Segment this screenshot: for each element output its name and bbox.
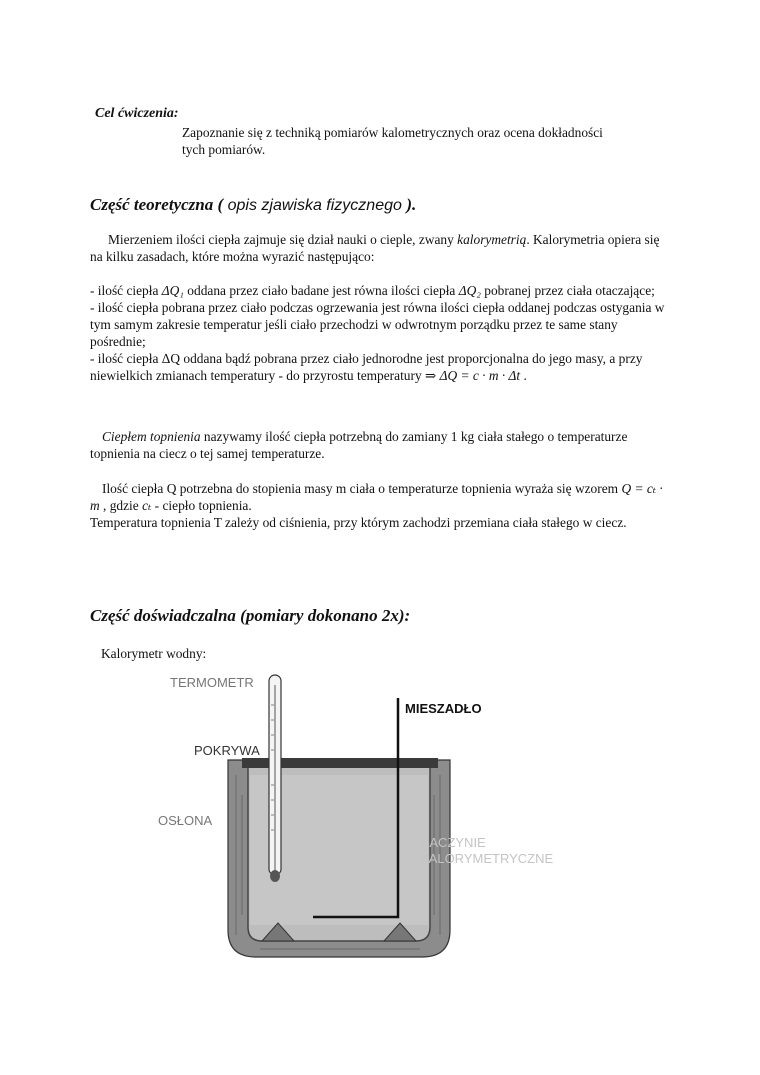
- p1-text-a: Mierzeniem ilości ciepła zajmuje się dział nauki o cieple, zwany: [108, 232, 458, 247]
- p3-italic: Ciepłem topnienia: [102, 429, 201, 444]
- label-pokrywa: POKRYWA: [194, 743, 260, 758]
- thermometer-bulb: [270, 870, 280, 882]
- b1-text-c: pobranej przez ciała otaczające;: [480, 283, 655, 298]
- theory-paragraph-3: [90, 428, 670, 462]
- calorimeter-label: Kalorymetr wodny:: [101, 646, 207, 661]
- principle-2: - ilość ciepła pobrana przez ciało podczas ogrzewania jest równa ilości ciepła oddanej podczas ostygania w tym samym zakresie temperatur jeśli ciało przechodzi w odwrotnym porządku przez te same stany pośrednie;: [90, 300, 665, 349]
- p4-formula: Q = cₜ · m: [90, 481, 663, 513]
- p4-text-b: , gdzie: [99, 498, 143, 513]
- label-termometr: TERMOMETR: [170, 675, 254, 690]
- goal-text-line1: Zapoznanie się z techniką pomiarów kalometrycznych oraz ocena dokładności: [182, 125, 603, 140]
- label-naczynie-1: NACZYNIE: [420, 835, 486, 850]
- b1-text-b: oddana przez ciało badane jest równa ilości ciepła: [183, 283, 459, 298]
- p4-first: [90, 480, 670, 514]
- theory-paragraph-1: [90, 231, 670, 265]
- b1-formula-q2: ΔQ₂: [458, 283, 481, 298]
- p4-text-c: - ciepło topnienia.: [151, 498, 252, 513]
- goal-text-line2: tych pomiarów.: [182, 142, 266, 157]
- label-oslona: OSŁONA: [158, 813, 213, 828]
- p1-italic: kalorymetrią: [457, 232, 527, 247]
- b3-text-a: - ilość ciepła ΔQ oddana bądź pobrana przez ciało jednorodne jest proporcjonalna do jego masy, a przy niewielkich zmianach temperatury - do przyrostu temperatury: [90, 351, 643, 383]
- label-naczynie-2: KALORYMETRYCZNE: [420, 851, 554, 866]
- principle-3: [90, 350, 670, 384]
- theory-title: [90, 195, 416, 215]
- principles-list: [90, 282, 670, 384]
- p1-text-b: . Kalorymetria opiera się na kilku zasadach, które można wyrazić następująco:: [90, 232, 660, 264]
- principle-1: [90, 282, 670, 299]
- experiment-title: Część doświadczalna (pomiary dokonano 2x):: [90, 606, 411, 625]
- b3-formula: ⇒ ΔQ = c · m · Δt: [425, 368, 521, 383]
- goal-text: [182, 124, 662, 158]
- theory-title-bold: Część teoretyczna (: [90, 195, 224, 214]
- calorimeter-diagram: [150, 665, 590, 965]
- p4-text-a: Ilość ciepła Q potrzebna do stopienia masy m ciała o temperaturze topnienia wyraża się wzorem: [102, 481, 622, 496]
- b3-end: .: [520, 368, 527, 383]
- p4-second: Temperatura topnienia T zależy od ciśnienia, przy którym zachodzi przemiana ciała stałego w ciecz.: [90, 515, 627, 530]
- goal-label: Cel ćwiczenia:: [95, 106, 179, 121]
- p3-rest: nazywamy ilość ciepła potrzebną do zamiany 1 kg ciała stałego o temperaturze topnienia na ciecz o tej samej temperaturze.: [90, 429, 628, 461]
- p4-ct: cₜ: [142, 498, 152, 513]
- b1-formula-q1: ΔQ₁: [161, 283, 184, 298]
- theory-title-end: ).: [406, 195, 417, 214]
- b1-text-a: - ilość ciepła: [90, 283, 162, 298]
- theory-title-light: opis zjawiska fizycznego: [223, 197, 407, 214]
- theory-paragraph-4: [90, 480, 670, 531]
- label-mieszadlo: MIESZADŁO: [405, 701, 482, 716]
